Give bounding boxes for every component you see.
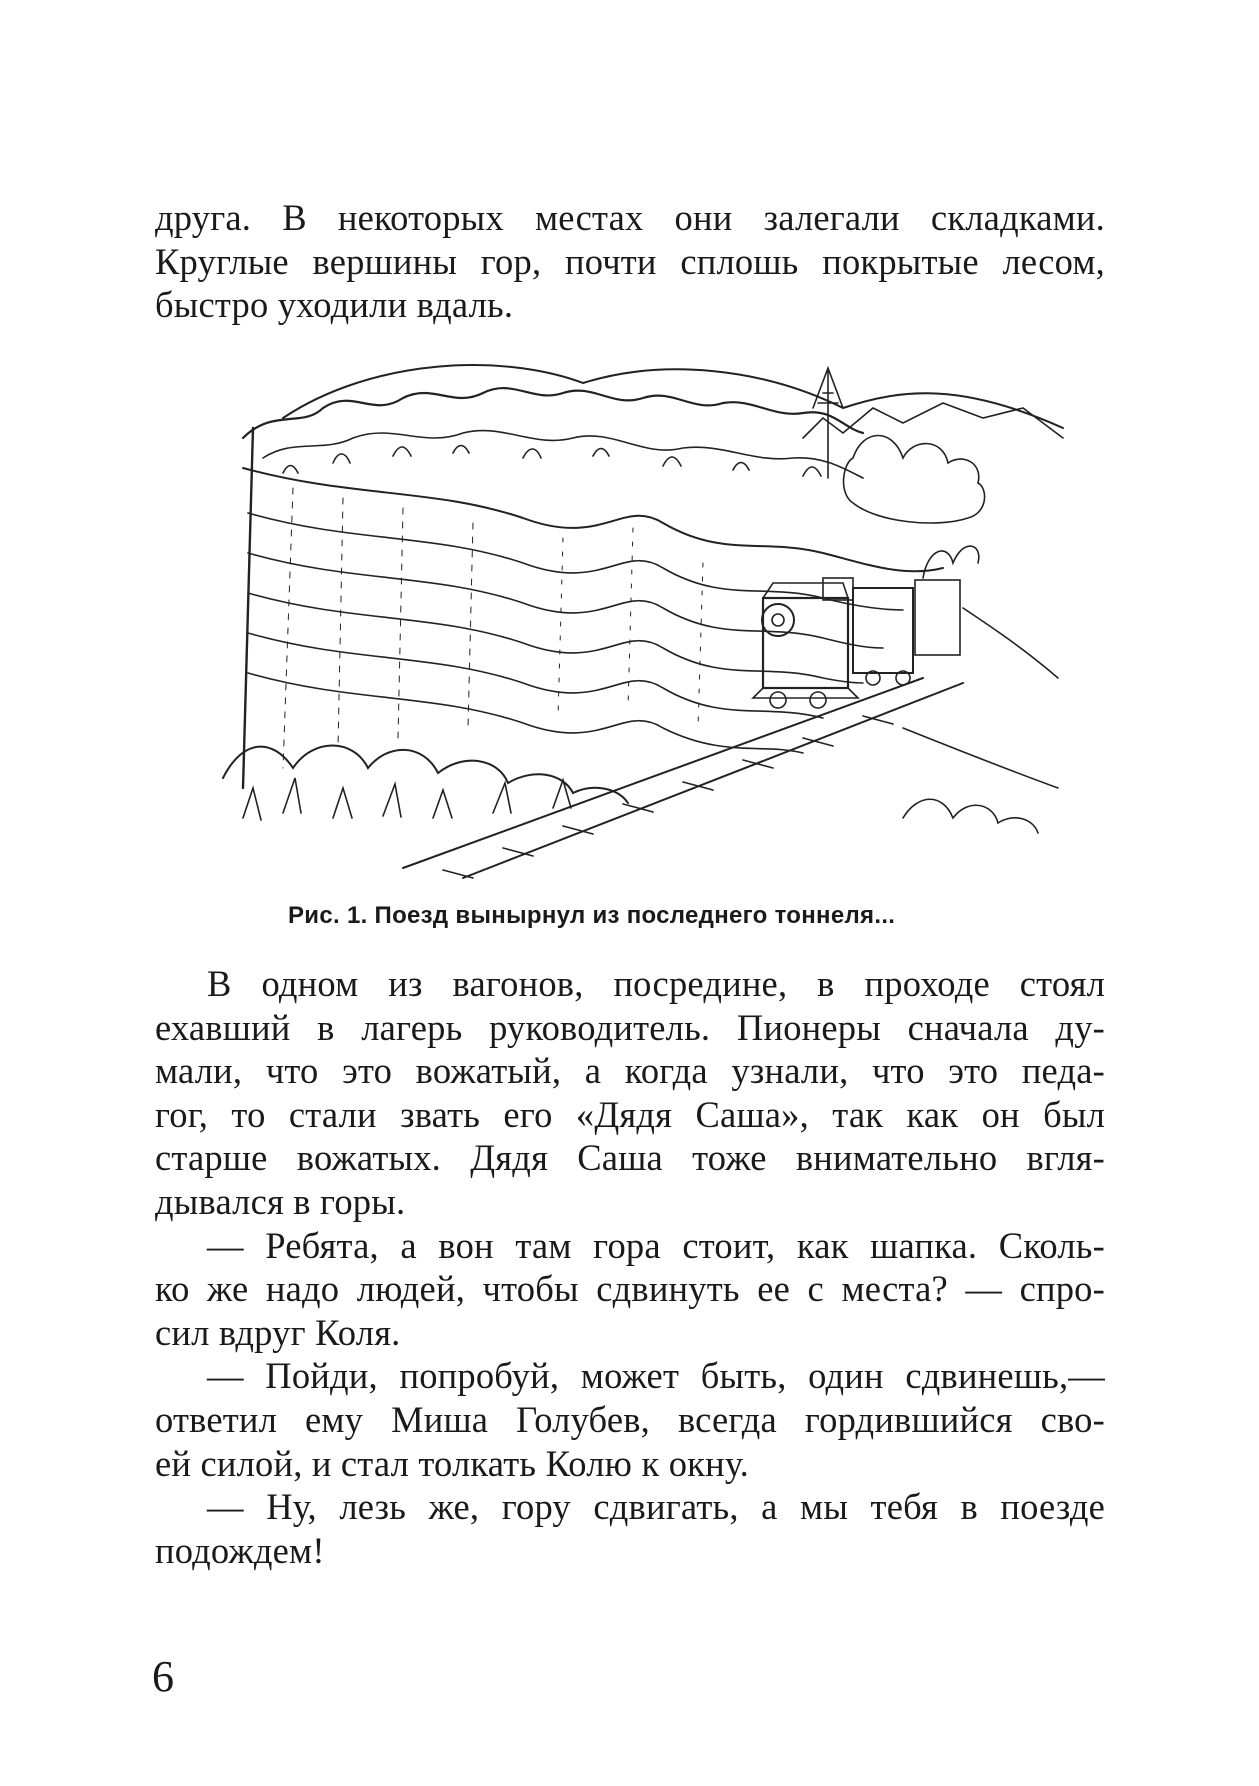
text-line: — Пойди, попробуй, может быть, один сдвинешь,— <box>207 1355 1105 1397</box>
text-line: подождем! <box>155 1529 325 1571</box>
top-paragraph <box>155 196 1105 327</box>
text-line: В одном из вагонов, посредине, в проходе стоял <box>207 963 1105 1004</box>
text-line: сил вдруг Коля. <box>155 1311 401 1353</box>
text-line: ответил ему Миша Голубев, всегда гордившийся сво- <box>155 1398 1105 1440</box>
text-line: ехавший в лагерь руководитель. Пионеры сначала ду- <box>155 1006 1105 1048</box>
text-line: — Ну, лезь же, гору сдвигать, а мы тебя в поезде <box>207 1486 1105 1528</box>
train-mountain-illustration <box>203 348 1065 886</box>
text-line: ей силой, и стал толкать Колю к окну. <box>155 1442 749 1484</box>
figure-illustration <box>203 348 1065 886</box>
text-line: друга. В некоторых местах они залегали складками. <box>155 197 1105 238</box>
text-line: ко же надо людей, чтобы сдвинуть ее с места? — спро- <box>155 1268 1105 1310</box>
text-line: гог, то стали звать его «Дядя Саша», так как он был <box>155 1093 1105 1135</box>
text-line: — Ребята, а вон там гора стоит, как шапка. Сколь- <box>207 1224 1105 1266</box>
text-line: Круглые вершины гор, почти сплошь покрытые лесом, <box>155 240 1105 282</box>
text-line: дывался в горы. <box>155 1180 406 1222</box>
text-line: мали, что это вожатый, а когда узнали, что это педа- <box>155 1050 1105 1092</box>
page-number: 6 <box>152 1652 174 1701</box>
text-line: быстро уходили вдаль. <box>155 284 514 326</box>
main-text <box>155 962 1105 1572</box>
figure-caption: Рис. 1. Поезд вынырнул из последнего тоннеля... <box>288 902 896 929</box>
text-line: старше вожатых. Дядя Саша тоже внимательно вгля- <box>155 1137 1105 1179</box>
